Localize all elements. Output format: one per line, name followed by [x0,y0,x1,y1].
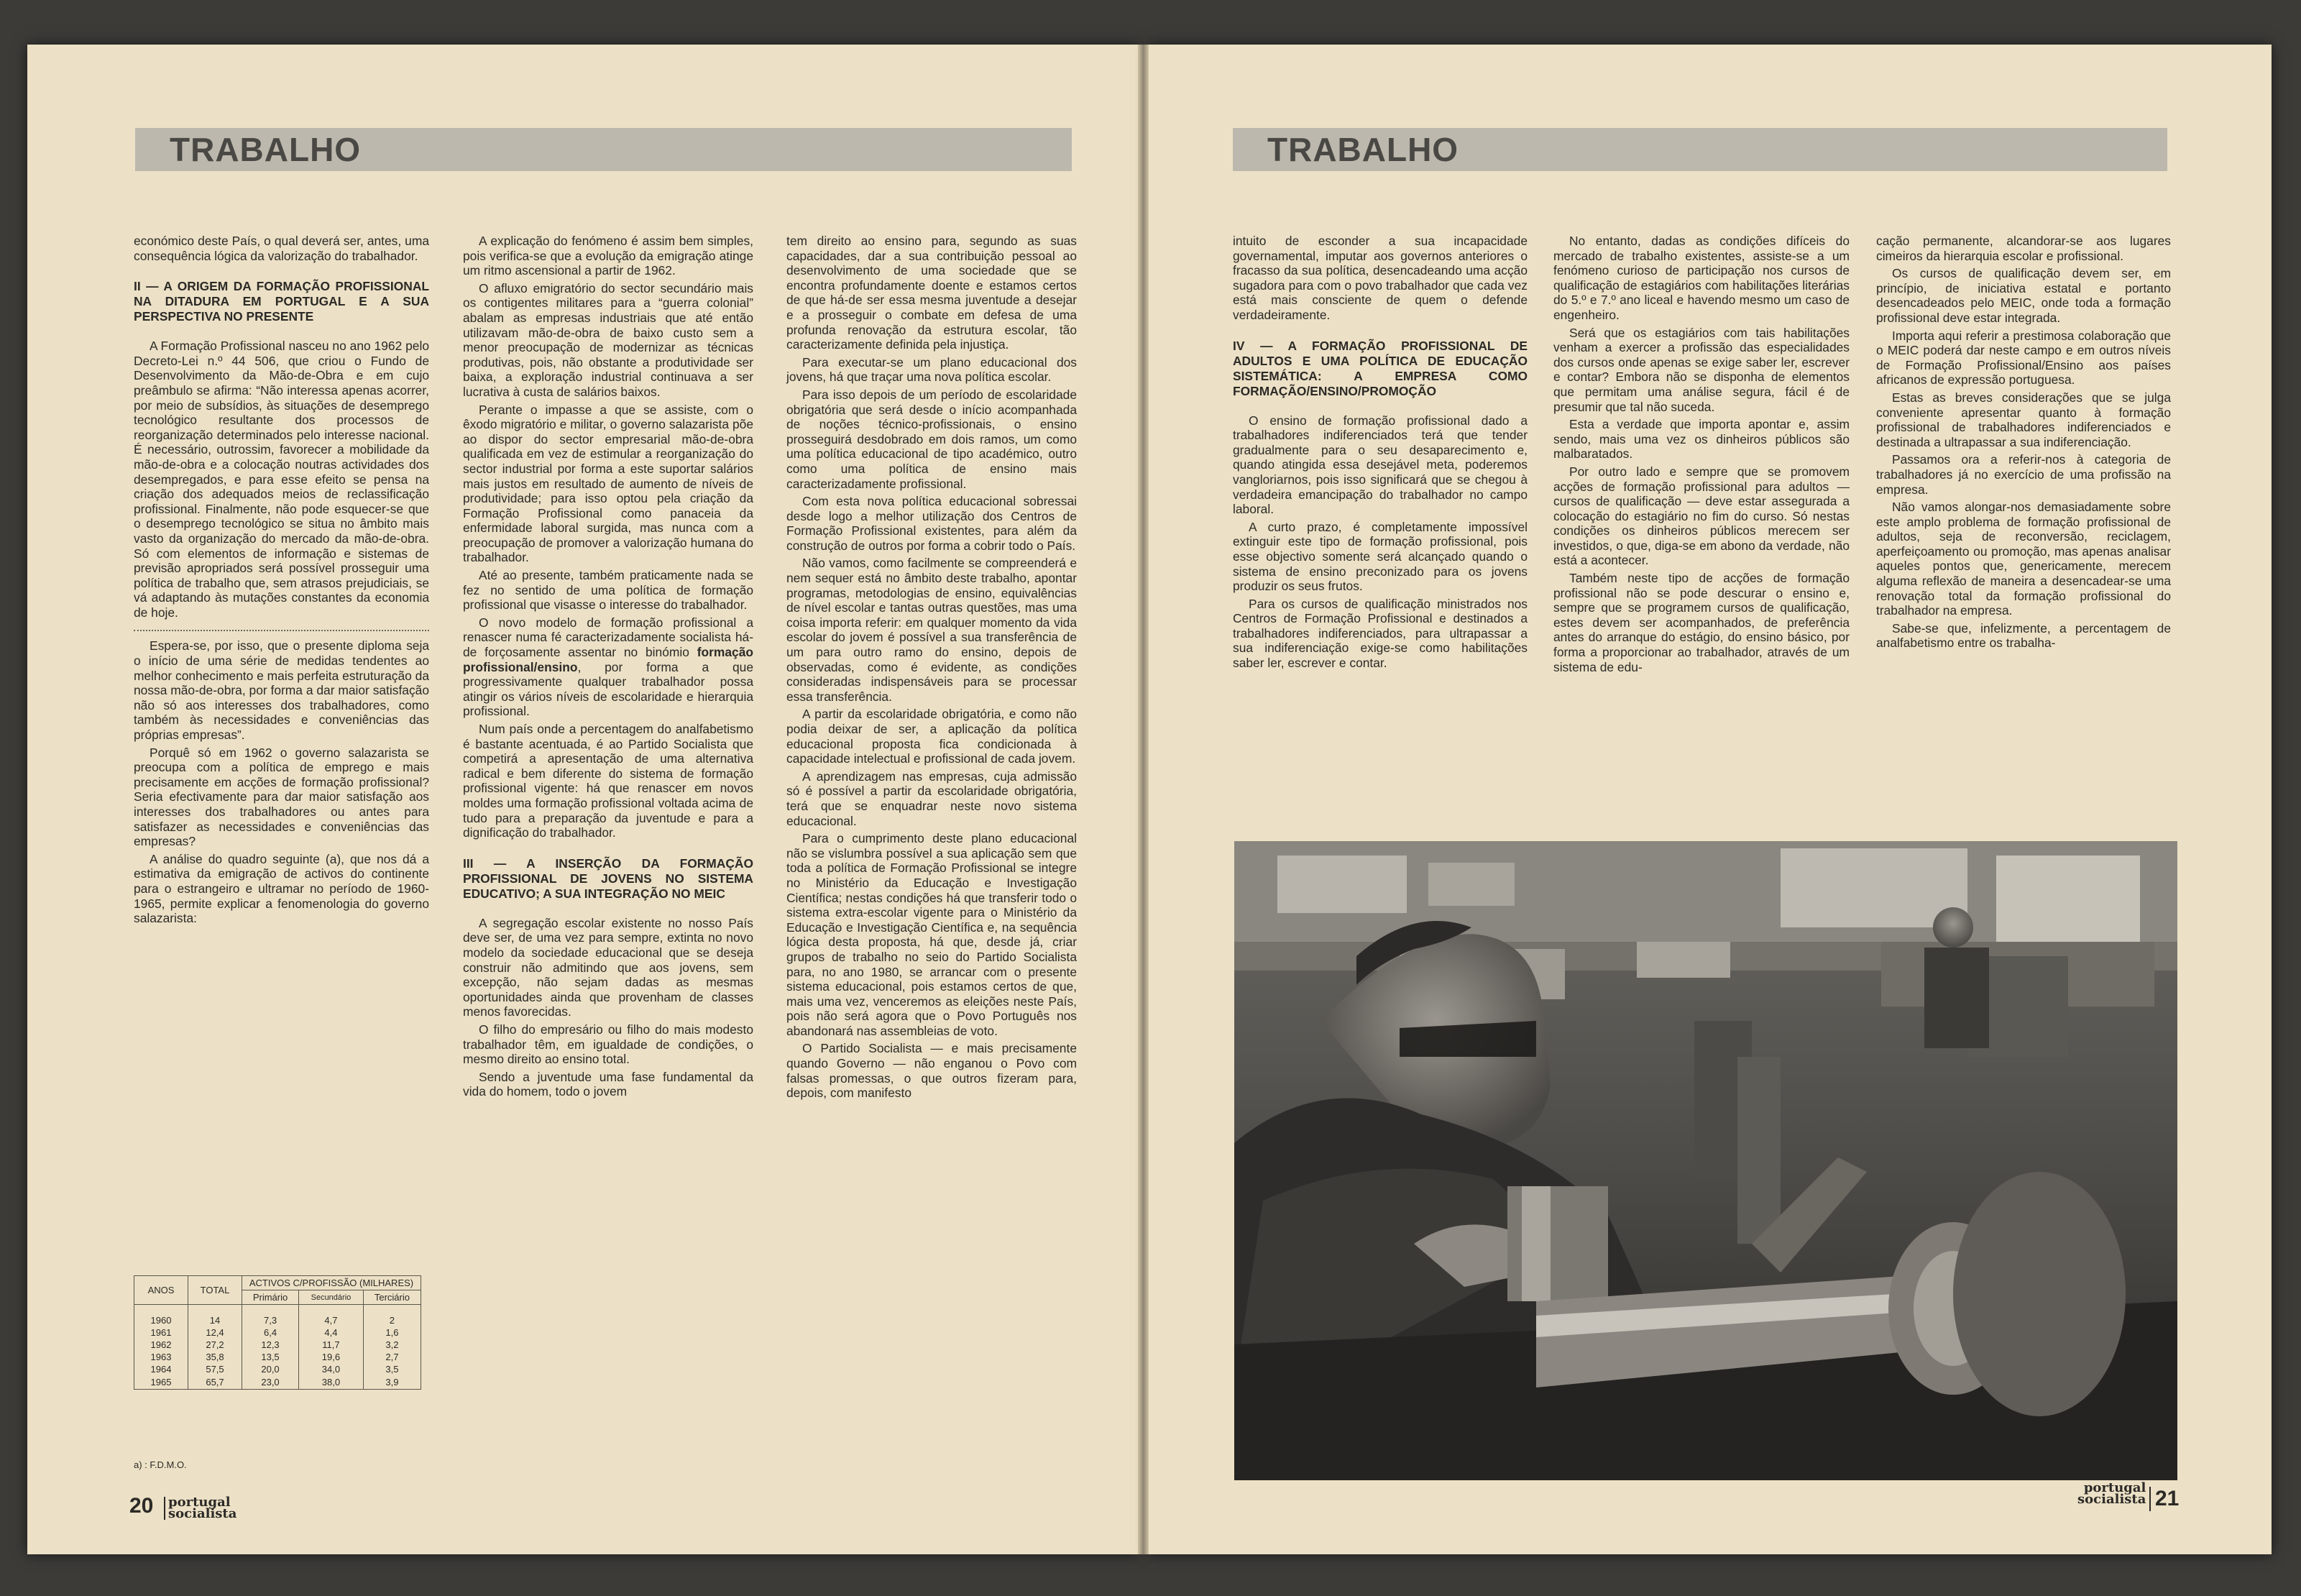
page-spine [1138,45,1149,1554]
table-row [134,1305,421,1327]
paragraph: O ensino de formação profissional dado a trabalhadores indiferenciados terá que tender gradualmente para o seu desaparecimento e, quando atingida essa desejável meta, poderemos vangloriarnos, pois isso significará que se chegou à verdadeira emancipação do trabalhador no campo laboral. [1233,413,1528,517]
lathe-worker-photo [1234,841,2177,1480]
logo-right [2077,1482,2146,1505]
table-row [134,1375,421,1390]
paragraph: No entanto, dadas as condições difíceis do mercado de trabalho existentes, assiste-se a um fenómeno curioso de participação nos cursos de qualificação de estagiários com habilitações literárias do 5.º e 7.º ano liceal e havendo mesmo um caso de engenheiro. [1553,234,1850,322]
paragraph: Sendo a juventude uma fase fundamental da vida do homem, todo o jovem [463,1069,753,1099]
paragraph: Passamos ora a referir-nos à categoria de trabalhadores já no exercício de uma profissão na empresa. [1876,452,2171,497]
right-column-2 [1553,234,1850,677]
table-header: Terciário [363,1290,421,1305]
table-cell: 1963 [134,1351,188,1363]
page-number-left: 20 [129,1494,154,1518]
paragraph: Esta a verdade que importa apontar e, assim sendo, mais uma vez os dinheiros públicos são malbaratados. [1553,417,1850,462]
table-header: Primário [242,1290,299,1305]
emigration-table [134,1275,421,1390]
table-footnote: a) : F.D.M.O. [134,1459,187,1470]
left-column-2 [463,234,753,1102]
paragraph: A análise do quadro seguinte (a), que nos dá a estimativa da emigração de activos do continente para o estrangeiro e ultramar no período de 1960-1965, permite explicar a fenomenologia do governo salazarista: [134,851,429,926]
table-cell: 1960 [134,1305,188,1327]
paragraph: Espera-se, por isso, que o presente diploma seja o início de uma série de medidas tendentes ao melhor conhecimento e mais perfeita estruturação da nossa mão-de-obra, por forma a dar maior satisfação não só aos interesses dos trabalhadores, como também às necessidades e conveniências das próprias empresas”. [134,638,429,743]
paragraph: Por outro lado e sempre que se promovem acções de formação profissional para adultos — cursos de qualificação — deve estar assegurada a colocação do estagiário no fim do curso. Só nestas condições os dinheiros públicos merecem ser investidos, o que, diga-se em abono da verdade, não está a acontecer. [1553,464,1850,568]
paragraph: tem direito ao ensino para, segundo as suas capacidades, dar a sua contribuição pessoal ao desenvolvimento de uma sociedade que se encontra profundamente doente e estamos certos de que há-de ser essa mesma juventude a desejar e a prosseguir o combate em defesa de uma profunda renovação da estrutura escolar, tão caracterizamente definida pela injustiça. [786,234,1077,352]
paragraph: Não vamos, como facilmente se compreenderá e nem sequer está no âmbito deste trabalho, apontar programas, metodologias de ensino, equivalências de nível escolar e tantas outras questões, mas uma coisa importa referir: em qualquer momento da vida escolar do jovem é possível a sua transferência de um para outro ramo do ensino, depois de observadas, como é evidente, as condições consideradas indispensáveis para se processar essa transferência. [786,556,1077,704]
section-heading: III — A INSERÇÃO DA FORMAÇÃO PROFISSIONAL DE JOVENS NO SISTEMA EDUCATIVO; A SUA INTEGRAÇÃO NO MEIC [463,856,753,901]
paragraph: A aprendizagem nas empresas, cuja admissão só é possível a partir da escolaridade obrigatória, terá que se enquadrar neste novo sistema educacional. [786,769,1077,828]
paragraph: Importa aqui referir a prestimosa colaboração que o MEIC poderá dar neste campo e em outros níveis de Formação Profissional/Ensino aos países africanos de expressão portuguesa. [1876,328,2171,387]
table-cell: 2 [363,1305,421,1327]
table-cell: 23,0 [242,1375,299,1390]
left-column-3 [786,234,1077,1104]
table-cell: 35,8 [188,1351,242,1363]
paragraph: Para executar-se um plano educacional dos jovens, há que traçar uma nova política escolar. [786,354,1077,385]
section-banner-left: TRABALHO [135,128,1072,171]
table-row [134,1339,421,1351]
paragraph: económico deste País, o qual deverá ser, antes, uma consequência lógica da valorização do trabalhador. [134,234,429,263]
table-cell: 2,7 [363,1351,421,1363]
paragraph: Num país onde a percentagem do analfabetismo é bastante acentuada, é ao Partido Socialista que competirá a apresentação de uma alternativa radical e bem diferente do sistema de formação profissional vigente: há que renascer em novos moldes uma formação profissional voltada acima de tudo para a preparação da juventude e para a dignificação do trabalhador. [463,722,753,840]
table-cell: 57,5 [188,1363,242,1375]
table-cell: 27,2 [188,1339,242,1351]
table-cell: 4,4 [299,1326,364,1339]
logo-line: portugal [168,1495,231,1510]
text-span: O novo modelo de formação profissional a renascer numa fé caracterizadamente socialista há-de forçosamente assentar no binómio [463,615,753,660]
paragraph [463,615,753,719]
table-cell: 6,4 [242,1326,299,1339]
table-cell: 1965 [134,1375,188,1390]
right-column-3 [1876,234,2171,653]
logo-left [164,1497,236,1520]
paragraph: O Partido Socialista — e mais precisamente quando Governo — não enganou o Povo com falsas promessas, o que outros fizeram para, depois, com manifesto [786,1041,1077,1101]
paragraph: A explicação do fenómeno é assim bem simples, pois verifica-se que a evolução da emigração atinge um ritmo ascensional a partir de 1962. [463,234,753,278]
section-heading: II — A ORIGEM DA FORMAÇÃO PROFISSIONAL NA DITADURA EM PORTUGAL E A SUA PERSPECTIVA NO PRESENTE [134,279,429,324]
paragraph: Também neste tipo de acções de formação profissional não se pode descurar o ensino e, sempre que se programem cursos de qualificação, estes devem ser acompanhados, de preferência antes do arranque do estágio, do ensino básico, por forma a proporcionar ao trabalhador, através de um sistema de edu- [1553,571,1850,674]
table-header: ANOS [134,1276,188,1305]
table-cell: 12,4 [188,1326,242,1339]
table-cell: 38,0 [299,1375,364,1390]
bold-term: formação profissional/ensino [463,645,753,674]
paragraph: Porquê só em 1962 o governo salazarista se preocupa com a política de emprego e mais precisamente em acções de formação profissional? Seria efectivamente para dar maior satisfação aos interesses dos trabalhadores ou antes para satisfazer as necessidades e conveniências das empresas? [134,745,429,849]
table-header: TOTAL [188,1276,242,1305]
table-cell: 7,3 [242,1305,299,1327]
table-row [134,1326,421,1339]
paragraph: Com esta nova política educacional sobressai desde logo a melhor utilização dos Centros de Formação Profissional existentes, para além da construção de outros por forma a cobrir todo o País. [786,494,1077,553]
paragraph: O afluxo emigratório do sector secundário mais os contigentes militares para a “guerra colonial” abalam as empresas industriais que até então utilizavam mão-de-obra de baixo custo sem a menor preocupação de modernizar as técnicas produtivas, pois, não obstante a produtividade ser baixa, a exploração industrial continuava a ser lucrativa à custa de salários baixos. [463,280,753,399]
table-header: Secundário [299,1290,364,1305]
right-column-1 [1233,234,1528,674]
dotted-divider [134,630,429,631]
paragraph: A curto prazo, é completamente impossível extinguir este tipo de formação profissional, pois esse objectivo somente será alcançado quando o sistema de ensino preconizado para os jovens produzir os seus frutos. [1233,519,1528,594]
table-cell: 1962 [134,1339,188,1351]
logo-line: socialista [168,1506,237,1521]
table-cell: 1964 [134,1363,188,1375]
paragraph: Perante o impasse a que se assiste, com o êxodo migratório e militar, o governo salazarista põe ao dispor do sector empresarial mão-de-obra qualificada em vez de estimular a reorganização do sector industrial por forma a este suportar salários mais justos em resultado de aumento de níveis de produtividade; para isso optou pela criação da Formação Profissional como panaceia da enfermidade laboral surgida, mas nunca com a preocupação de promover a valorização humana do trabalhador. [463,402,753,565]
paragraph: Para o cumprimento deste plano educacional não se vislumbra possível a sua aplicação sem que toda a política de Formação Profissional se integre no Ministério da Educação e Investigação Científica; nestas condições há que transferir todo o sistema extra-escolar vigente para o Ministério da Educação e Investigação Científica e, na sequência lógica desta proposta, há que, desde já, criar grupos de trabalho no seio do Partido Socialista para, no ano 1980, se arrancar com o presente sistema educacional, pois estamos certos de que, mais uma vez, venceremos as eleições neste País, pois não será agora que o Povo Português nos abandonará nas assembleias de voto. [786,831,1077,1038]
table-row [134,1363,421,1375]
paragraph: A Formação Profissional nasceu no ano 1962 pelo Decreto-Lei n.º 44 506, que criou o Fundo de Desenvolvimento da Mão-de-Obra e em cujo preâmbulo se afirma: “Não interessa apenas acorrer, por meio de subsídios, às situações de desemprego tecnológico resultante dos processos de reorganização determinados pelo interesse nacional. É necessário, outrossim, favorecer a mobilidade da mão-de-obra e a colocação noutras actividades dos desempregados, e para esse efeito se pensa na criação dos adequados meios de reclassificação profissional. Finalmente, não pode esquecer-se que o desemprego tecnológico se situa no âmbito mais vasto da organização do mercado da mão-de-obra. Só com elementos de informação e sistemas de previsão apropriados será possível prosseguir uma política de trabalho que, sem atrasos prejudiciais, se vá adaptando às mutações constantes da economia de hoje. [134,339,429,620]
table-cell: 13,5 [242,1351,299,1363]
paragraph: Estas as breves considerações que se julga conveniente apresentar quanto à formação profissional de trabalhadores indiferenciados e destinada a ultrapassar a sua indiferenciação. [1876,390,2171,449]
paragraph: Será que os estagiários com tais habilitações venham a exercer a profissão das especialidades dos cursos onde apenas se exige saber ler, escrever e contar? Embora não se disponha de elementos que permitam uma análise segura, fácil é de presumir que tal não suceda. [1553,325,1850,414]
table-cell: 3,5 [363,1363,421,1375]
table-cell: 65,7 [188,1375,242,1390]
section-heading: IV — A FORMAÇÃO PROFISSIONAL DE ADULTOS E UMA POLÍTICA DE EDUCAÇÃO SISTEMÁTICA: A EMPRESA COMO FORMAÇÃO/ENSINO/PROMOÇÃO [1233,338,1528,398]
paragraph: Para isso depois de um período de escolaridade obrigatória que será desde o início acompanhada de noções técnico-profissionais, o ensino prosseguirá desdobrado em dois ramos, um como uma política educacional de tipo académico, outro como uma política de ensino mais caracterizadamente profissional. [786,387,1077,491]
table-cell: 4,7 [299,1305,364,1327]
section-banner-right: TRABALHO [1233,128,2167,171]
paragraph: Não vamos alongar-nos demasiadamente sobre este amplo problema de formação profissional de adultos, seja de reconversão, reciclagem, aperfeiçoamento ou promoção, mas apenas analisar aqueles pontos que, genericamente, merecem alguma reflexão de maneira a desencadear-se uma renovação total da formação profissional do trabalhador na empresa. [1876,500,2171,618]
paragraph: Sabe-se que, infelizmente, a percentagem de analfabetismo entre os trabalha- [1876,620,2171,651]
text-span: , por forma a que progressivamente qualquer trabalhador possa atingir os vários níveis de escolaridade e hierarquia profissional. [463,659,753,719]
table-cell: 11,7 [299,1339,364,1351]
table-header-group: ACTIVOS C/PROFISSÃO (MILHARES) [242,1276,421,1290]
page-number-right: 21 [2149,1487,2179,1511]
table-cell: 3,2 [363,1339,421,1351]
table-cell: 1961 [134,1326,188,1339]
table-cell: 19,6 [299,1351,364,1363]
table-cell: 20,0 [242,1363,299,1375]
paragraph: Para os cursos de qualificação ministrados nos Centros de Formação Profissional e destinados a trabalhadores indiferenciados, para ultrapassar a sua indiferenciação exige-se como habilitações saber ler, escrever e contar. [1233,596,1528,671]
paragraph: cação permanente, alcandorar-se aos lugares cimeiros da hierarquia escolar e profissional. [1876,234,2171,263]
table-cell: 34,0 [299,1363,364,1375]
table-cell: 14 [188,1305,242,1327]
left-column-1 [134,234,429,929]
table-cell: 12,3 [242,1339,299,1351]
logo-line: portugal [2083,1480,2146,1495]
table-row [134,1351,421,1363]
paragraph: intuito de esconder a sua incapacidade governamental, imputar aos governos anteriores o fracasso da sua política, desencadeando uma acção sugadora para com o povo trabalhador que cada vez está mais consciente de quem o defende verdadeiramente. [1233,234,1528,322]
table-cell: 1,6 [363,1326,421,1339]
paragraph: Até ao presente, também praticamente nada se fez no sentido de uma política de formação profissional que visasse o interesse do trabalhador. [463,568,753,613]
table-cell: 3,9 [363,1375,421,1390]
paragraph: A partir da escolaridade obrigatória, e como não podia deixar de ser, a aplicação da política educacional proposta fica condicionada à capacidade intelectual e profissional de cada jovem. [786,707,1077,766]
paragraph: Os cursos de qualificação devem ser, em princípio, de iniciativa estatal e portanto desencadeados pelo MEIC, onde toda a formação profissional deve estar integrada. [1876,266,2171,325]
logo-line: socialista [2077,1492,2146,1507]
paragraph: A segregação escolar existente no nosso País deve ser, de uma vez para sempre, extinta no novo modelo da sociedade educacional que se deseja construir não admitindo que aos jovens, sem excepção, não sejam dadas as mesmas oportunidades ainda que provenham de classes menos favorecidas. [463,915,753,1019]
paragraph: O filho do empresário ou filho do mais modesto trabalhador têm, em igualdade de condições, o mesmo direito ao ensino total. [463,1022,753,1067]
